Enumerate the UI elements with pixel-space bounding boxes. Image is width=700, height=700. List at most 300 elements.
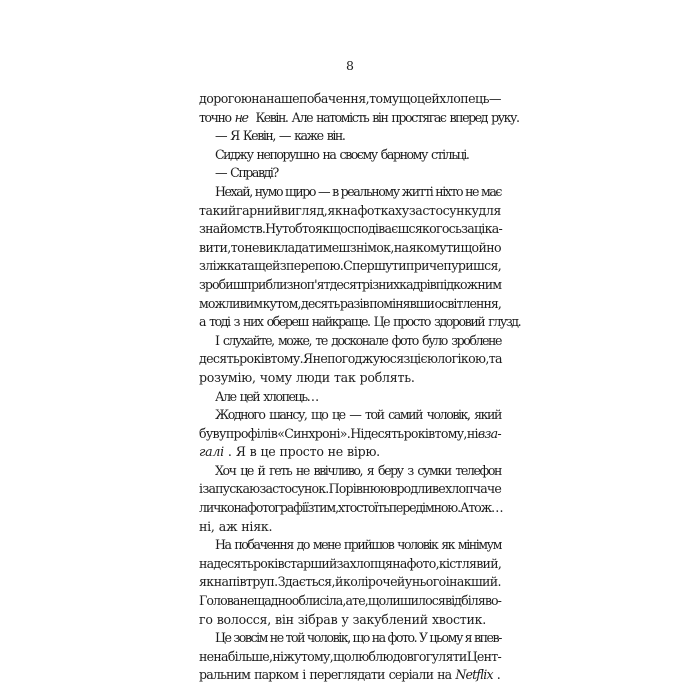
word [257,146,319,165]
word [209,313,230,332]
text: в [332,183,338,199]
text: самий [388,407,423,423]
word [435,183,462,202]
text: парком [254,667,299,683]
text: вірю. [347,444,380,460]
text: що [398,91,417,106]
text-line [199,555,501,574]
word [215,164,226,183]
text: ні [466,425,478,441]
word [350,239,394,258]
text-line [199,239,501,258]
word [390,480,445,499]
text: запускаю [202,481,260,497]
text: Ні [350,425,364,441]
word [314,462,363,481]
text: застосунок. [259,481,329,497]
text: Кевін. [255,109,288,125]
word [299,90,369,109]
word [199,573,214,592]
word [247,499,308,518]
text: житті [401,183,433,199]
word [215,332,219,351]
text: на [393,239,409,255]
word [405,573,412,592]
text: фото, [406,555,439,571]
text: і [302,667,306,683]
word [309,666,384,685]
text: зробиш [199,276,244,292]
text: не [312,351,328,367]
word [301,648,333,667]
word [199,611,213,630]
word [331,332,387,351]
text: мінімум [457,537,501,553]
text: просто [279,444,324,460]
text: Це [215,630,231,646]
word [445,480,501,499]
word [215,183,252,202]
word [399,90,417,109]
text: чоловік, [426,407,470,423]
text: просто [393,314,431,330]
word [303,350,313,369]
text: тоді [209,314,230,330]
text: аж [218,518,238,534]
text: з [233,314,240,330]
text: ще [254,258,273,274]
text: з [407,462,413,478]
text: серіали [388,667,434,683]
text: зацiка- [461,221,502,237]
word [439,555,501,574]
text: хлопця [349,555,393,571]
text: десять [199,351,240,367]
word [335,573,343,592]
text: натомість [316,109,369,125]
word [226,425,271,444]
text: старший [283,555,337,571]
word [340,295,369,314]
text: освітлення, [434,295,501,311]
word [353,611,428,630]
word [445,592,461,611]
italic-text: вза- [477,425,501,441]
word [488,313,520,332]
text: це [260,444,276,460]
word [199,90,251,109]
word [254,257,272,276]
text-line [199,592,501,611]
text: слухайте, [222,332,274,348]
text: у [294,648,301,664]
word [409,239,446,258]
text: — [349,407,361,423]
word [199,648,228,667]
text: що [311,407,328,423]
text: не [465,183,479,199]
word [461,592,501,611]
text: так [333,369,356,385]
word [239,350,270,369]
text: хлопець… [263,388,318,404]
text: тому [369,91,399,106]
word [338,499,356,518]
text-line [199,648,501,667]
text: здоровий [434,314,485,330]
word [347,443,380,462]
word [199,499,233,518]
italic-text: галі [199,444,224,460]
word [205,257,241,276]
text: вигляд, [280,202,328,218]
word [344,536,393,555]
word [365,406,384,425]
word [234,313,239,332]
word [346,592,353,611]
word [393,313,430,332]
word [199,425,219,444]
text: з [403,351,410,367]
text: років [403,425,435,441]
text: люблю [350,648,393,664]
word [199,350,239,369]
word [412,573,446,592]
text: з [199,258,206,274]
text: помінявши [369,295,434,311]
word [215,629,231,648]
word [258,462,265,481]
word [375,573,404,592]
text: переглядати [309,667,385,683]
word [271,425,277,444]
text: Атож… [459,500,503,516]
word [329,480,390,499]
word [199,109,231,128]
text: Але [291,109,313,125]
word [202,480,259,499]
text: І [215,332,219,348]
text: сподіваєшся [347,221,423,237]
word [243,313,263,332]
word [313,536,340,555]
text: го [199,611,213,627]
text: й [272,258,280,274]
text: цей [239,388,260,404]
word [479,202,501,221]
word [272,648,294,667]
text: п'ятдесят [306,276,363,292]
word [234,536,293,555]
text: ніж [272,648,295,664]
text: цей [416,91,440,106]
text: приблизно [243,276,307,292]
text: глузд. [488,314,521,330]
text: ральним [199,667,251,683]
word [367,462,374,481]
word [343,257,392,276]
text: застосунку [408,202,479,218]
text: років [252,555,284,571]
text: що [352,630,369,646]
word [435,295,501,314]
text: вити, [199,239,231,255]
text-line [199,536,501,555]
text: хлопець [439,91,489,106]
text: роблять. [359,369,415,385]
text: що [333,648,351,664]
word [353,629,369,648]
text: логікою, [437,351,489,367]
word [474,406,501,425]
text-line [199,146,501,165]
text: на [437,667,452,683]
text: профілі [225,425,271,441]
text: Кевін, [242,128,275,144]
text: на [233,500,248,516]
text: кістлявий, [438,555,502,571]
word [450,109,488,128]
word [446,573,501,592]
text-line [199,369,501,388]
word [297,536,309,555]
word [481,183,501,202]
word [402,183,433,202]
text-line [199,499,501,518]
text: нена [199,648,228,664]
word [437,666,451,685]
word [392,332,418,351]
text: зібрав [297,611,338,627]
word [315,220,347,239]
text: довго [392,648,426,664]
text-line [199,425,501,444]
word [243,127,275,146]
text: «Синхроні». [277,425,351,441]
text: своєму [339,146,377,162]
word [425,499,460,518]
text: когось [422,221,462,237]
text: якщо [315,221,348,237]
word [253,555,284,574]
text-line [199,127,501,146]
text: закублений [352,611,428,627]
word [213,555,253,574]
word [333,648,351,667]
word [275,611,294,630]
text: знайомств. [199,221,266,237]
word [381,146,427,165]
word [236,443,246,462]
word [439,90,489,109]
text: стільці. [430,146,469,162]
word [455,462,501,481]
italic-text: не [234,109,248,125]
text: На [215,537,231,553]
text: сумки [417,462,451,478]
word [219,425,226,444]
text: переді [388,500,425,516]
text: Це [373,314,390,330]
word [460,499,503,518]
text-line [199,573,501,592]
text: Я [303,351,313,367]
word [199,239,231,258]
text: а [345,593,353,609]
word [235,109,252,128]
text: для [478,202,501,218]
word [343,573,375,592]
text: під [435,276,454,292]
text: люди [295,369,330,385]
text: досконале [331,332,388,348]
word [271,350,304,369]
word [233,499,247,518]
text: я [464,630,472,646]
text: мною. [424,500,460,516]
text-line [199,295,501,314]
word [322,146,335,165]
word [369,295,434,314]
text: Цент- [466,648,501,664]
text: . [227,444,232,460]
word [360,369,415,388]
word [199,220,265,239]
word [327,350,403,369]
text-line [199,666,501,685]
word [251,90,266,109]
word [292,592,346,611]
text: до [296,537,310,553]
word [294,127,323,146]
word [215,406,265,425]
word [337,555,350,574]
text: може, [277,332,312,348]
text: лишилося [385,593,445,609]
word [199,555,213,574]
text: й [257,462,265,478]
word [437,350,488,369]
text: стоїть [356,500,389,516]
text: Спершу [343,258,392,274]
text: руку. [491,109,519,125]
word [388,406,422,425]
word [199,313,205,332]
word [327,127,345,146]
word [358,202,402,221]
text: Хоч [215,462,236,478]
word [315,332,327,351]
text-line [199,388,501,407]
word [394,239,409,258]
text: облисіла, [291,593,346,609]
text: Жодного [215,407,265,423]
word [263,388,317,407]
text-line [199,276,501,295]
text: наше [266,91,299,106]
text: гарний [235,202,281,218]
text: ти [446,239,461,255]
text: років [239,351,271,367]
text-line [199,90,501,109]
word [368,592,385,611]
text: Я [235,444,246,460]
text: непорушно [256,146,319,162]
word [434,313,484,332]
text: ніхто [435,183,463,199]
text: я [366,462,374,478]
word [334,369,356,388]
word [432,611,486,630]
text: — [317,183,330,199]
text: личко [199,500,234,516]
text: прийшов [343,537,394,553]
word [350,425,364,444]
text: те [315,332,327,348]
word [332,406,345,425]
word [364,425,404,444]
text: телефон [455,462,501,478]
word [467,425,478,444]
word [374,313,390,332]
word [215,462,236,481]
text: побачення, [299,91,370,106]
word [231,239,244,258]
word [372,109,387,128]
text: простягає [391,109,446,125]
word [270,629,283,648]
word [467,648,501,667]
word [260,369,292,388]
text: . [496,667,500,683]
word [281,202,328,221]
text-line [199,220,501,239]
word [378,462,403,481]
text: у [404,574,412,590]
word [399,276,436,295]
text: на [342,202,358,218]
text: Але [215,388,236,404]
text: і [199,481,203,497]
word [302,666,305,685]
text-line [199,406,501,425]
word [298,611,338,630]
text: найкраще. [311,314,370,330]
word [278,573,335,592]
text: й [335,574,343,590]
word [417,90,439,109]
word [417,462,450,481]
word [217,611,271,630]
text: кожним [453,276,502,292]
word [441,536,454,555]
word [301,295,339,314]
text: Сиджу [215,146,253,162]
word [385,592,444,611]
word [402,202,409,221]
text: той [364,407,384,423]
text-line [199,518,501,537]
text: те, [352,593,368,609]
word [426,648,467,667]
text: побачення [234,537,293,553]
text: шансу, [269,407,307,423]
word [263,295,301,314]
word [407,462,412,481]
text: інакший. [445,574,501,590]
word [422,220,461,239]
text: фото. [387,630,417,646]
